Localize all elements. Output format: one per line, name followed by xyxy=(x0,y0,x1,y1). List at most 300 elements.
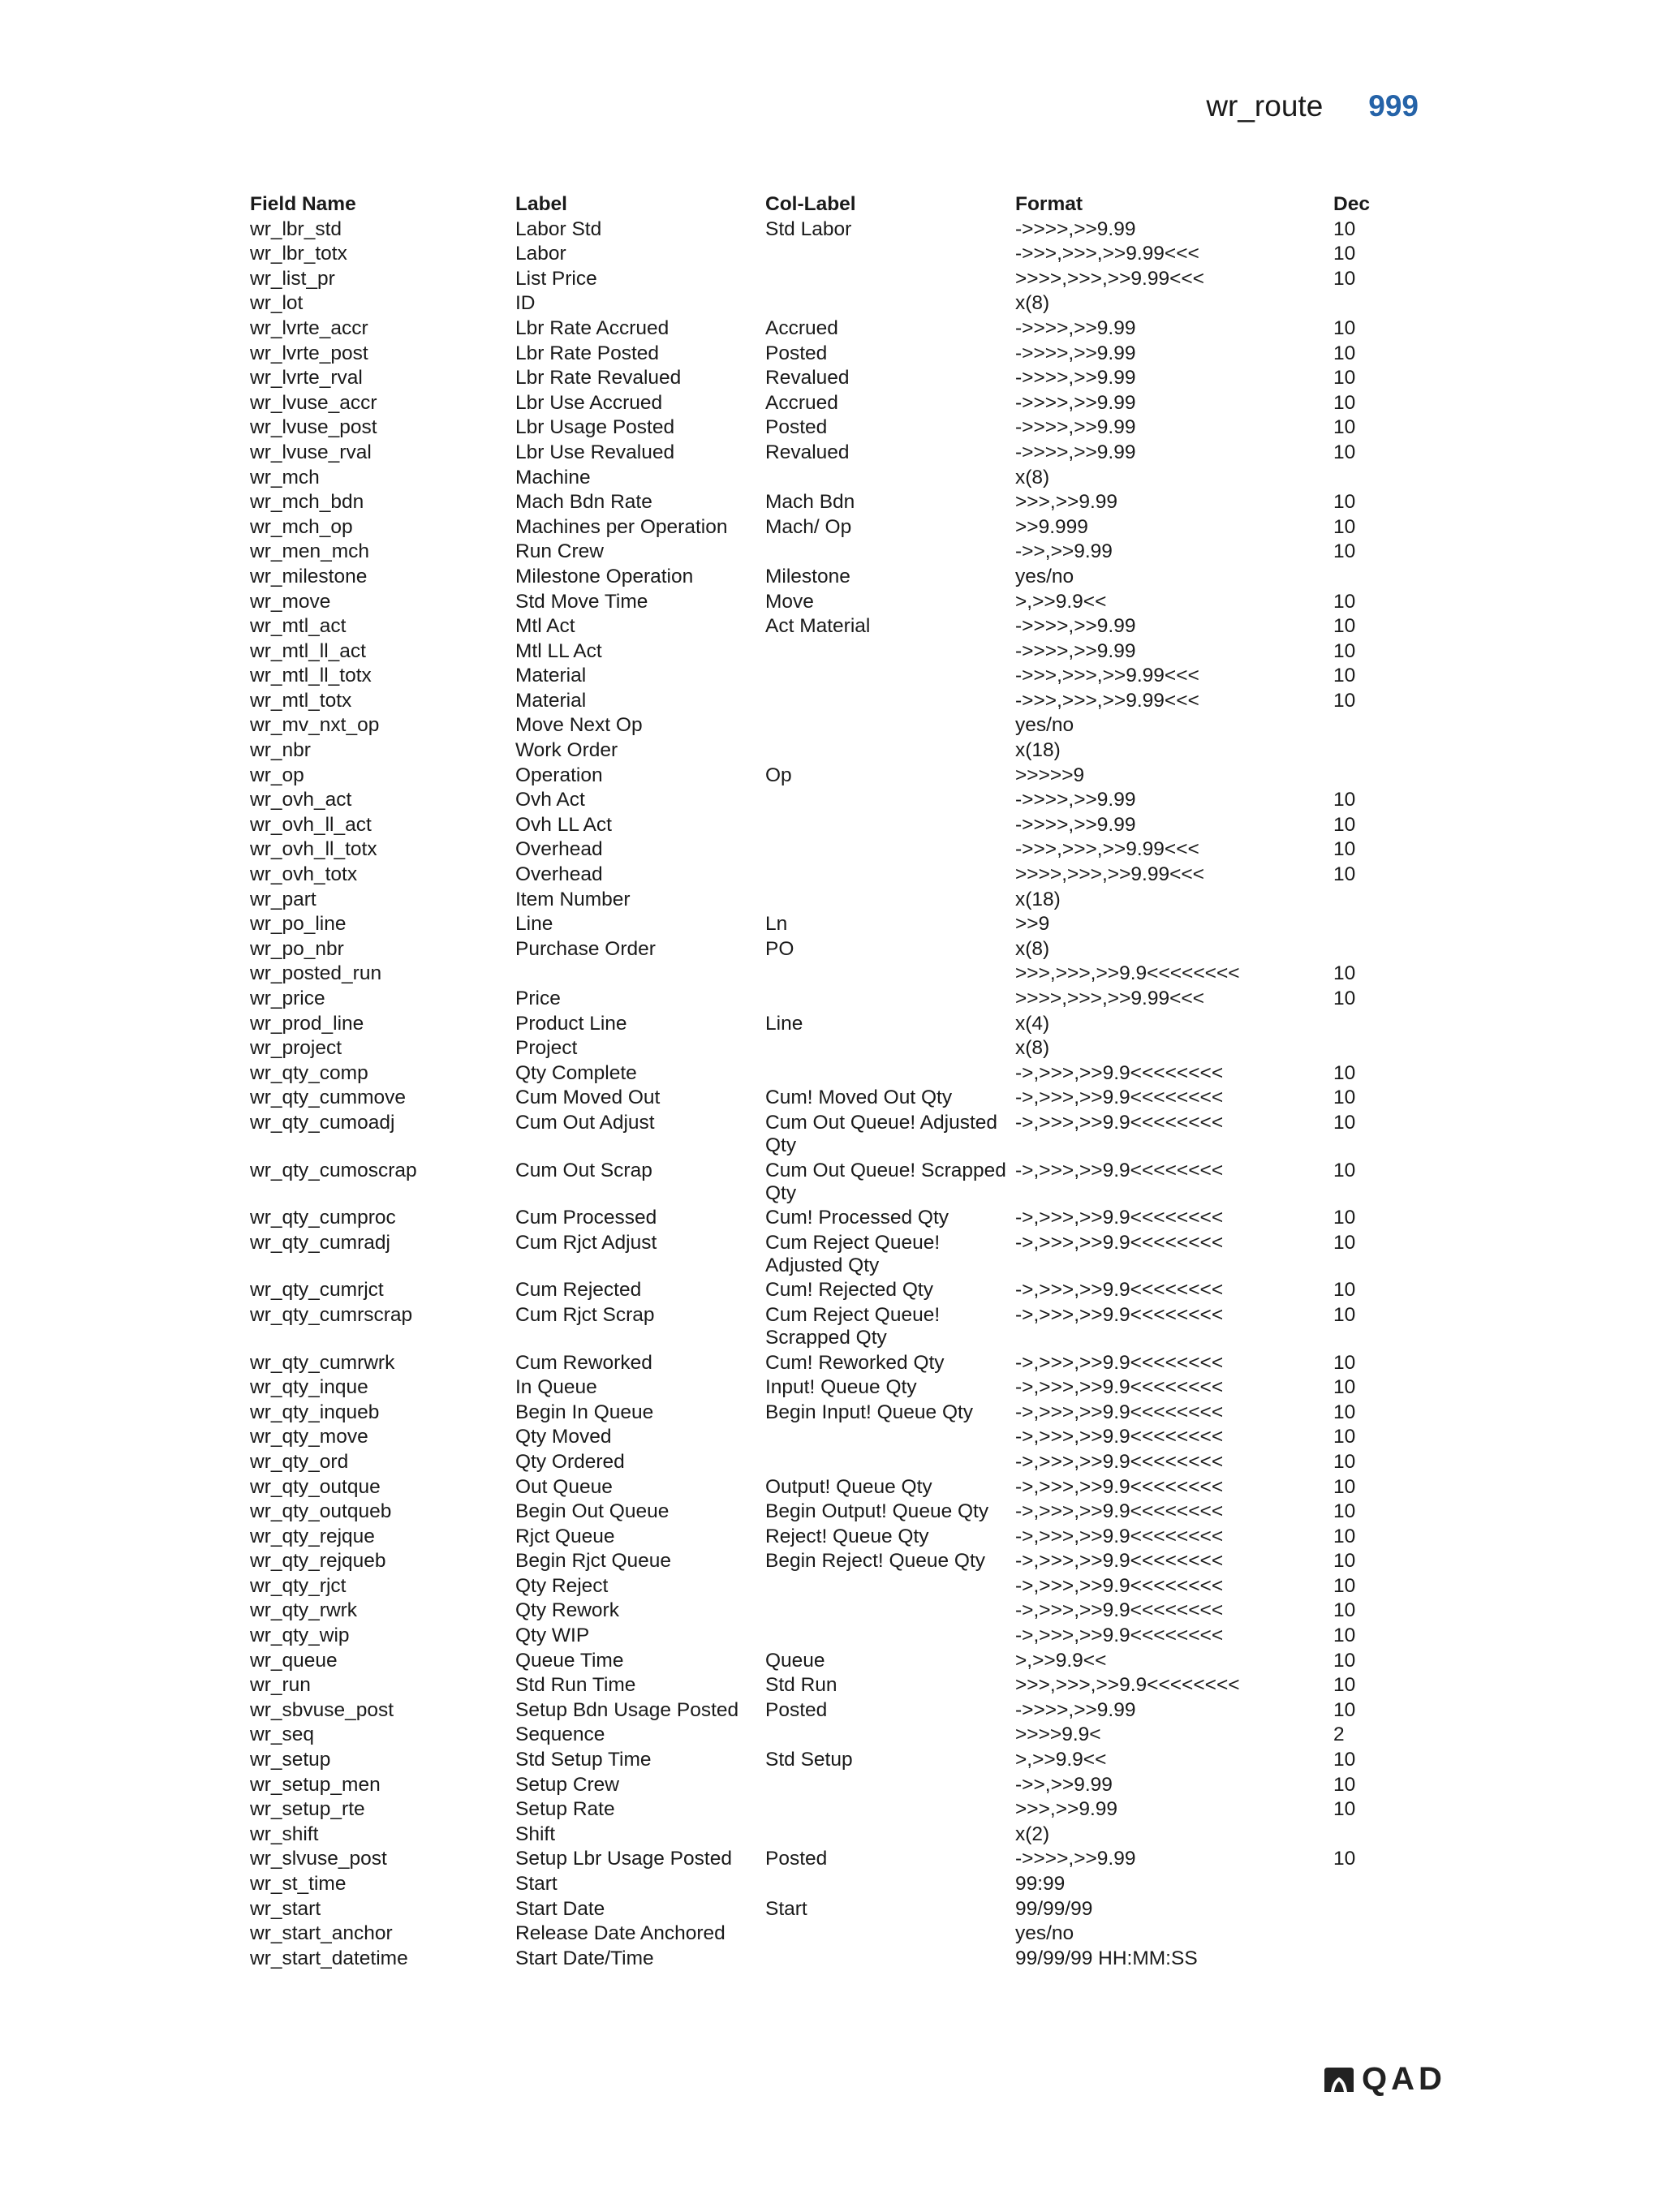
table-row xyxy=(250,665,1419,690)
cell-col-label: Output! Queue Qty xyxy=(765,1475,932,1498)
cell-field-name: wr_seq xyxy=(250,1724,314,1746)
table-row xyxy=(250,938,1419,963)
table-row xyxy=(250,1500,1419,1526)
cell-field-name: wr_qty_outqueb xyxy=(250,1500,392,1523)
cell-dec: 10 xyxy=(1333,1798,1356,1821)
cell-field-name: wr_lvuse_post xyxy=(250,416,377,439)
cell-field-name: wr_mch_bdn xyxy=(250,491,364,514)
cell-col-label: Cum! Rejected Qty xyxy=(765,1279,933,1302)
cell-field-name: wr_setup_men xyxy=(250,1773,381,1796)
cell-field-name: wr_qty_wip xyxy=(250,1625,350,1647)
cell-col-label: Mach/ Op xyxy=(765,515,852,538)
cell-field-name: wr_mtl_ll_totx xyxy=(250,665,372,687)
cell-field-name: wr_qty_cumrwrk xyxy=(250,1351,395,1374)
table-row xyxy=(250,863,1419,889)
cell-dec: 10 xyxy=(1333,988,1356,1009)
cell-format: ->,>>>,>>9.9<<<<<<<< xyxy=(1015,1111,1224,1134)
cell-field-name: wr_lot xyxy=(250,292,304,315)
cell-dec: 10 xyxy=(1333,515,1356,538)
cell-field-name: wr_lvrte_rval xyxy=(250,367,363,389)
cell-dec: 10 xyxy=(1333,1207,1356,1229)
cell-label: Project xyxy=(515,1037,578,1060)
cell-format: ->,>>>,>>9.9<<<<<<<< xyxy=(1015,1475,1224,1498)
table-row xyxy=(250,1699,1419,1724)
cell-field-name: wr_qty_inque xyxy=(250,1376,368,1399)
cell-col-label: Input! Queue Qty xyxy=(765,1376,917,1399)
table-row xyxy=(250,640,1419,665)
qad-logo xyxy=(1323,2061,1446,2098)
cell-field-name: wr_sbvuse_post xyxy=(250,1698,394,1721)
cell-col-label: Cum! Reworked Qty xyxy=(765,1351,945,1374)
table-row xyxy=(250,416,1419,441)
table-name: wr_route xyxy=(1206,89,1324,123)
cell-format: ->,>>>,>>9.9<<<<<<<< xyxy=(1015,1279,1224,1302)
cell-field-name: wr_mtl_ll_act xyxy=(250,639,366,662)
cell-col-label: Accrued xyxy=(765,391,838,414)
cell-dec: 10 xyxy=(1333,391,1356,414)
cell-field-name: wr_start_datetime xyxy=(250,1947,408,1969)
cell-label: Queue Time xyxy=(515,1649,624,1672)
cell-format: ->,>>>,>>9.9<<<<<<<< xyxy=(1015,1599,1224,1622)
cell-field-name: wr_qty_cumoscrap xyxy=(250,1159,417,1181)
cell-field-name: wr_men_mch xyxy=(250,540,370,563)
cell-dec: 10 xyxy=(1333,1351,1356,1374)
table-row xyxy=(250,1013,1419,1038)
cell-label: Overhead xyxy=(515,863,603,886)
logo-text: QAD xyxy=(1362,2061,1446,2097)
column-header-field-name: Field Name xyxy=(250,193,356,215)
cell-dec: 10 xyxy=(1333,1061,1356,1084)
table-row xyxy=(250,889,1419,914)
cell-field-name: wr_lbr_std xyxy=(250,217,342,240)
cell-dec: 10 xyxy=(1333,838,1356,861)
cell-field-name: wr_setup_rte xyxy=(250,1798,365,1821)
cell-format: ->,>>>,>>9.9<<<<<<<< xyxy=(1015,1500,1224,1523)
table-row xyxy=(250,962,1419,988)
cell-label: Work Order xyxy=(515,739,618,762)
cell-label: Cum Out Scrap xyxy=(515,1159,652,1181)
cell-label: ID xyxy=(515,292,536,315)
cell-col-label: Std Setup xyxy=(765,1749,853,1771)
cell-label: Out Queue xyxy=(515,1475,613,1498)
table-row xyxy=(250,1352,1419,1377)
cell-col-label: Std Labor xyxy=(765,217,852,240)
cell-col-label: Cum Reject Queue! Adjusted Qty xyxy=(765,1231,941,1276)
table-row xyxy=(250,566,1419,591)
cell-format: >>>,>>9.99 xyxy=(1015,1798,1118,1821)
cell-col-label: Reject! Queue Qty xyxy=(765,1525,929,1547)
table-row xyxy=(250,1650,1419,1675)
cell-label: Material xyxy=(515,665,587,687)
cell-format: >>>>9.9< xyxy=(1015,1724,1101,1746)
cell-dec: 10 xyxy=(1333,491,1356,514)
cell-format: ->>>>,>>9.99 xyxy=(1015,789,1136,811)
cell-field-name: wr_queue xyxy=(250,1649,338,1672)
cell-format: ->>>,>>>,>>9.99<<< xyxy=(1015,838,1199,861)
table-row xyxy=(250,1674,1419,1699)
table-row xyxy=(250,367,1419,392)
table-row xyxy=(250,1873,1419,1898)
cell-dec: 10 xyxy=(1333,1550,1356,1573)
cell-field-name: wr_qty_ord xyxy=(250,1450,349,1473)
cell-dec: 10 xyxy=(1333,441,1356,463)
cell-format: ->>>>,>>9.99 xyxy=(1015,316,1136,339)
cell-label: Mtl Act xyxy=(515,615,575,638)
cell-label: Overhead xyxy=(515,838,603,861)
cell-field-name: wr_lvuse_rval xyxy=(250,441,372,463)
cell-label: Begin In Queue xyxy=(515,1401,654,1423)
cell-label: Machine xyxy=(515,466,591,488)
cell-format: ->,>>>,>>9.9<<<<<<<< xyxy=(1015,1061,1224,1084)
cell-field-name: wr_po_nbr xyxy=(250,937,344,960)
cell-format: >>>,>>>,>>9.9<<<<<<<< xyxy=(1015,962,1240,985)
cell-field-name: wr_qty_cumrscrap xyxy=(250,1303,413,1326)
cell-dec: 10 xyxy=(1333,1231,1356,1254)
cell-col-label: Begin Reject! Queue Qty xyxy=(765,1550,986,1573)
cell-col-label: Line xyxy=(765,1012,803,1035)
cell-format: >>>>,>>>,>>9.99<<< xyxy=(1015,267,1204,290)
table-row xyxy=(250,268,1419,293)
cell-label: Sequence xyxy=(515,1724,605,1746)
cell-field-name: wr_qty_rejque xyxy=(250,1525,375,1547)
cell-label: Start Date xyxy=(515,1897,605,1920)
column-header-label: Label xyxy=(515,193,567,215)
cell-label: List Price xyxy=(515,267,597,290)
cell-dec: 10 xyxy=(1333,1525,1356,1547)
cell-dec: 10 xyxy=(1333,1426,1356,1448)
cell-label: Milestone Operation xyxy=(515,565,694,587)
cell-field-name: wr_slvuse_post xyxy=(250,1848,387,1870)
cell-label: Lbr Rate Revalued xyxy=(515,367,682,389)
cell-field-name: wr_qty_cumoadj xyxy=(250,1111,395,1134)
cell-format: ->,>>>,>>9.9<<<<<<<< xyxy=(1015,1303,1224,1326)
cell-dec: 10 xyxy=(1333,665,1356,687)
cell-format: ->>>>,>>9.99 xyxy=(1015,1698,1136,1721)
cell-field-name: wr_prod_line xyxy=(250,1012,364,1035)
table-row xyxy=(250,1112,1419,1160)
cell-field-name: wr_qty_move xyxy=(250,1426,368,1448)
column-header-dec: Dec xyxy=(1333,193,1370,215)
cell-label: Rjct Queue xyxy=(515,1525,615,1547)
cell-field-name: wr_mch_op xyxy=(250,515,353,538)
cell-format: ->,>>>,>>9.9<<<<<<<< xyxy=(1015,1401,1224,1423)
cell-label: Setup Rate xyxy=(515,1798,615,1821)
cell-field-name: wr_posted_run xyxy=(250,962,382,985)
cell-label: Machines per Operation xyxy=(515,515,728,538)
cell-label: Product Line xyxy=(515,1012,627,1035)
cell-format: >,>>9.9<< xyxy=(1015,1649,1107,1672)
cell-field-name: wr_mch xyxy=(250,466,320,488)
cell-format: x(8) xyxy=(1015,466,1050,488)
cell-label: Material xyxy=(515,689,587,712)
cell-format: ->>>,>>>,>>9.99<<< xyxy=(1015,689,1199,712)
cell-format: ->,>>>,>>9.9<<<<<<<< xyxy=(1015,1625,1224,1647)
page-number: 999 xyxy=(1368,89,1419,123)
cell-label: Lbr Rate Accrued xyxy=(515,316,670,339)
cell-label: Release Date Anchored xyxy=(515,1922,726,1945)
cell-format: yes/no xyxy=(1015,1922,1074,1945)
cell-label: Qty Moved xyxy=(515,1426,612,1448)
table-body xyxy=(250,218,1419,1973)
cell-label: Run Crew xyxy=(515,540,604,563)
cell-dec: 10 xyxy=(1333,540,1356,563)
cell-col-label: Act Material xyxy=(765,615,871,638)
cell-format: ->>>>,>>9.99 xyxy=(1015,342,1136,364)
cell-format: ->,>>>,>>9.9<<<<<<<< xyxy=(1015,1376,1224,1399)
table-row xyxy=(250,1947,1419,1973)
cell-dec: 10 xyxy=(1333,1303,1356,1326)
table-row xyxy=(250,1575,1419,1600)
cell-dec: 10 xyxy=(1333,1674,1356,1697)
cell-col-label: Posted xyxy=(765,342,828,364)
cell-label: Operation xyxy=(515,764,603,786)
cell-dec: 10 xyxy=(1333,316,1356,339)
cell-field-name: wr_qty_cumproc xyxy=(250,1207,396,1229)
cell-field-name: wr_lvrte_post xyxy=(250,342,368,364)
cell-dec: 10 xyxy=(1333,1599,1356,1622)
cell-dec: 10 xyxy=(1333,1649,1356,1672)
cell-format: >>9.999 xyxy=(1015,515,1088,538)
cell-field-name: wr_setup xyxy=(250,1749,331,1771)
cell-format: x(2) xyxy=(1015,1823,1050,1845)
cell-label: Move Next Op xyxy=(515,714,643,737)
table-header-row xyxy=(250,193,1419,218)
cell-field-name: wr_start xyxy=(250,1897,321,1920)
cell-field-name: wr_run xyxy=(250,1674,311,1697)
cell-field-name: wr_list_pr xyxy=(250,267,335,290)
cell-field-name: wr_nbr xyxy=(250,739,311,762)
cell-label: Begin Rjct Queue xyxy=(515,1550,672,1573)
table-row xyxy=(250,1160,1419,1207)
table-row xyxy=(250,317,1419,342)
cell-label: Qty Rework xyxy=(515,1599,619,1622)
cell-format: 99/99/99 xyxy=(1015,1897,1093,1920)
table-row xyxy=(250,838,1419,863)
cell-format: ->,>>>,>>9.9<<<<<<<< xyxy=(1015,1087,1224,1109)
cell-format: ->,>>>,>>9.9<<<<<<<< xyxy=(1015,1574,1224,1597)
cell-format: ->>,>>9.99 xyxy=(1015,1773,1113,1796)
field-table xyxy=(250,193,1419,1972)
cell-format: ->,>>>,>>9.9<<<<<<<< xyxy=(1015,1426,1224,1448)
cell-col-label: Std Run xyxy=(765,1674,837,1697)
page-header xyxy=(1206,89,1419,123)
cell-format: 99:99 xyxy=(1015,1873,1066,1895)
cell-format: ->>>,>>>,>>9.99<<< xyxy=(1015,665,1199,687)
table-row xyxy=(250,1599,1419,1625)
cell-col-label: Move xyxy=(765,590,814,613)
table-row xyxy=(250,1774,1419,1799)
cell-dec: 10 xyxy=(1333,1111,1356,1134)
cell-col-label: Posted xyxy=(765,416,828,439)
table-row xyxy=(250,690,1419,715)
cell-format: ->>>>,>>9.99 xyxy=(1015,441,1136,463)
cell-label: Labor xyxy=(515,243,566,265)
cell-format: x(18) xyxy=(1015,739,1061,762)
table-row xyxy=(250,218,1419,243)
table-row xyxy=(250,1550,1419,1575)
table-row xyxy=(250,1798,1419,1823)
cell-col-label: Posted xyxy=(765,1698,828,1721)
table-row xyxy=(250,1376,1419,1401)
cell-dec: 10 xyxy=(1333,1749,1356,1771)
cell-col-label: Mach Bdn xyxy=(765,491,855,514)
cell-field-name: wr_shift xyxy=(250,1823,319,1845)
table-row xyxy=(250,1451,1419,1476)
cell-col-label: Begin Input! Queue Qty xyxy=(765,1401,974,1423)
cell-label: Cum Rjct Scrap xyxy=(515,1303,655,1326)
cell-label: Lbr Usage Posted xyxy=(515,416,675,439)
cell-label: Item Number xyxy=(515,888,631,910)
table-row xyxy=(250,739,1419,764)
cell-dec: 10 xyxy=(1333,1450,1356,1473)
cell-format: ->>>>,>>9.99 xyxy=(1015,217,1136,240)
cell-dec: 10 xyxy=(1333,689,1356,712)
cell-dec: 2 xyxy=(1333,1724,1345,1746)
cell-format: ->>>>,>>9.99 xyxy=(1015,367,1136,389)
cell-col-label: PO xyxy=(765,937,794,960)
cell-field-name: wr_ovh_act xyxy=(250,789,352,811)
cell-format: x(8) xyxy=(1015,937,1050,960)
cell-format: >>>>>9 xyxy=(1015,764,1085,786)
cell-format: ->>>>,>>9.99 xyxy=(1015,391,1136,414)
cell-col-label: Op xyxy=(765,764,792,786)
cell-col-label: Posted xyxy=(765,1848,828,1870)
cell-label: Qty Complete xyxy=(515,1061,637,1084)
table-row xyxy=(250,1207,1419,1232)
table-row xyxy=(250,1625,1419,1650)
cell-format: ->>>>,>>9.99 xyxy=(1015,639,1136,662)
cell-label: Mtl LL Act xyxy=(515,639,602,662)
cell-field-name: wr_ovh_ll_totx xyxy=(250,838,377,861)
cell-dec: 10 xyxy=(1333,217,1356,240)
cell-dec: 10 xyxy=(1333,863,1356,886)
cell-format: ->,>>>,>>9.9<<<<<<<< xyxy=(1015,1550,1224,1573)
cell-field-name: wr_mv_nxt_op xyxy=(250,714,380,737)
cell-label: Cum Reworked xyxy=(515,1351,652,1374)
cell-dec: 10 xyxy=(1333,1087,1356,1109)
cell-label: Qty Ordered xyxy=(515,1450,625,1473)
cell-label: Cum Moved Out xyxy=(515,1087,661,1109)
cell-field-name: wr_qty_comp xyxy=(250,1061,368,1084)
cell-label: Cum Processed xyxy=(515,1207,657,1229)
cell-col-label: Accrued xyxy=(765,316,838,339)
cell-field-name: wr_mtl_totx xyxy=(250,689,352,712)
cell-field-name: wr_qty_cumradj xyxy=(250,1231,390,1254)
cell-format: >>>,>>>,>>9.9<<<<<<<< xyxy=(1015,1674,1240,1697)
cell-field-name: wr_qty_cumrjct xyxy=(250,1279,384,1302)
cell-dec: 10 xyxy=(1333,1848,1356,1870)
cell-dec: 10 xyxy=(1333,590,1356,613)
cell-format: yes/no xyxy=(1015,714,1074,737)
cell-label: Std Move Time xyxy=(515,590,648,613)
cell-label: Labor Std xyxy=(515,217,602,240)
cell-dec: 10 xyxy=(1333,639,1356,662)
cell-dec: 10 xyxy=(1333,1159,1356,1181)
cell-field-name: wr_qty_rejqueb xyxy=(250,1550,386,1573)
table-row xyxy=(250,540,1419,566)
cell-dec: 10 xyxy=(1333,342,1356,364)
cell-dec: 10 xyxy=(1333,1574,1356,1597)
table-row xyxy=(250,1898,1419,1923)
cell-field-name: wr_qty_cummove xyxy=(250,1087,406,1109)
cell-col-label: Cum Reject Queue! Scrapped Qty xyxy=(765,1303,941,1349)
cell-label: Ovh LL Act xyxy=(515,813,612,836)
cell-field-name: wr_lbr_totx xyxy=(250,243,347,265)
cell-col-label: Ln xyxy=(765,913,788,936)
cell-col-label: Cum Out Queue! Adjusted Qty xyxy=(765,1111,997,1156)
cell-dec: 10 xyxy=(1333,367,1356,389)
cell-label: Std Setup Time xyxy=(515,1749,652,1771)
cell-col-label: Cum Out Queue! Scrapped Qty xyxy=(765,1159,1006,1204)
cell-label: Start Date/Time xyxy=(515,1947,654,1969)
cell-label: Qty Reject xyxy=(515,1574,609,1597)
cell-dec: 10 xyxy=(1333,1773,1356,1796)
cell-label: Cum Out Adjust xyxy=(515,1111,655,1134)
cell-dec: 10 xyxy=(1333,416,1356,439)
table-row xyxy=(250,1476,1419,1501)
cell-label: Begin Out Queue xyxy=(515,1500,670,1523)
cell-label: Shift xyxy=(515,1823,556,1845)
cell-label: Setup Crew xyxy=(515,1773,620,1796)
cell-label: Cum Rjct Adjust xyxy=(515,1231,657,1254)
table-row xyxy=(250,913,1419,938)
table-row xyxy=(250,491,1419,516)
table-row xyxy=(250,764,1419,790)
cell-format: ->,>>>,>>9.9<<<<<<<< xyxy=(1015,1231,1224,1254)
table-row xyxy=(250,1304,1419,1352)
qad-logo-icon xyxy=(1323,2066,1355,2094)
cell-format: x(8) xyxy=(1015,292,1050,315)
cell-format: ->>>,>>>,>>9.99<<< xyxy=(1015,243,1199,265)
cell-label: Qty WIP xyxy=(515,1625,590,1647)
cell-format: >>9 xyxy=(1015,913,1050,936)
column-header-format: Format xyxy=(1015,193,1083,215)
cell-label: Price xyxy=(515,988,561,1009)
cell-dec: 10 xyxy=(1333,1401,1356,1423)
cell-dec: 10 xyxy=(1333,1279,1356,1302)
table-row xyxy=(250,1426,1419,1451)
cell-label: Std Run Time xyxy=(515,1674,636,1697)
cell-dec: 10 xyxy=(1333,1698,1356,1721)
cell-field-name: wr_project xyxy=(250,1037,342,1060)
cell-col-label: Queue xyxy=(765,1649,825,1672)
cell-field-name: wr_qty_rjct xyxy=(250,1574,347,1597)
cell-field-name: wr_qty_rwrk xyxy=(250,1599,358,1622)
table-row xyxy=(250,441,1419,467)
cell-col-label: Revalued xyxy=(765,441,850,463)
cell-col-label: Milestone xyxy=(765,565,850,587)
cell-label: Purchase Order xyxy=(515,937,656,960)
cell-label: Setup Lbr Usage Posted xyxy=(515,1848,732,1870)
cell-format: ->>>>,>>9.99 xyxy=(1015,813,1136,836)
cell-label: Mach Bdn Rate xyxy=(515,491,652,514)
table-row xyxy=(250,342,1419,368)
cell-label: Setup Bdn Usage Posted xyxy=(515,1698,739,1721)
cell-label: Ovh Act xyxy=(515,789,585,811)
cell-col-label: Cum! Processed Qty xyxy=(765,1207,949,1229)
table-row xyxy=(250,1526,1419,1551)
table-row xyxy=(250,814,1419,839)
cell-label: In Queue xyxy=(515,1376,597,1399)
cell-dec: 10 xyxy=(1333,789,1356,811)
cell-field-name: wr_part xyxy=(250,888,316,910)
table-row xyxy=(250,615,1419,640)
table-row xyxy=(250,1037,1419,1062)
cell-field-name: wr_mtl_act xyxy=(250,615,347,638)
table-row xyxy=(250,1724,1419,1749)
cell-format: ->>>>,>>9.99 xyxy=(1015,615,1136,638)
cell-format: ->,>>>,>>9.9<<<<<<<< xyxy=(1015,1159,1224,1181)
